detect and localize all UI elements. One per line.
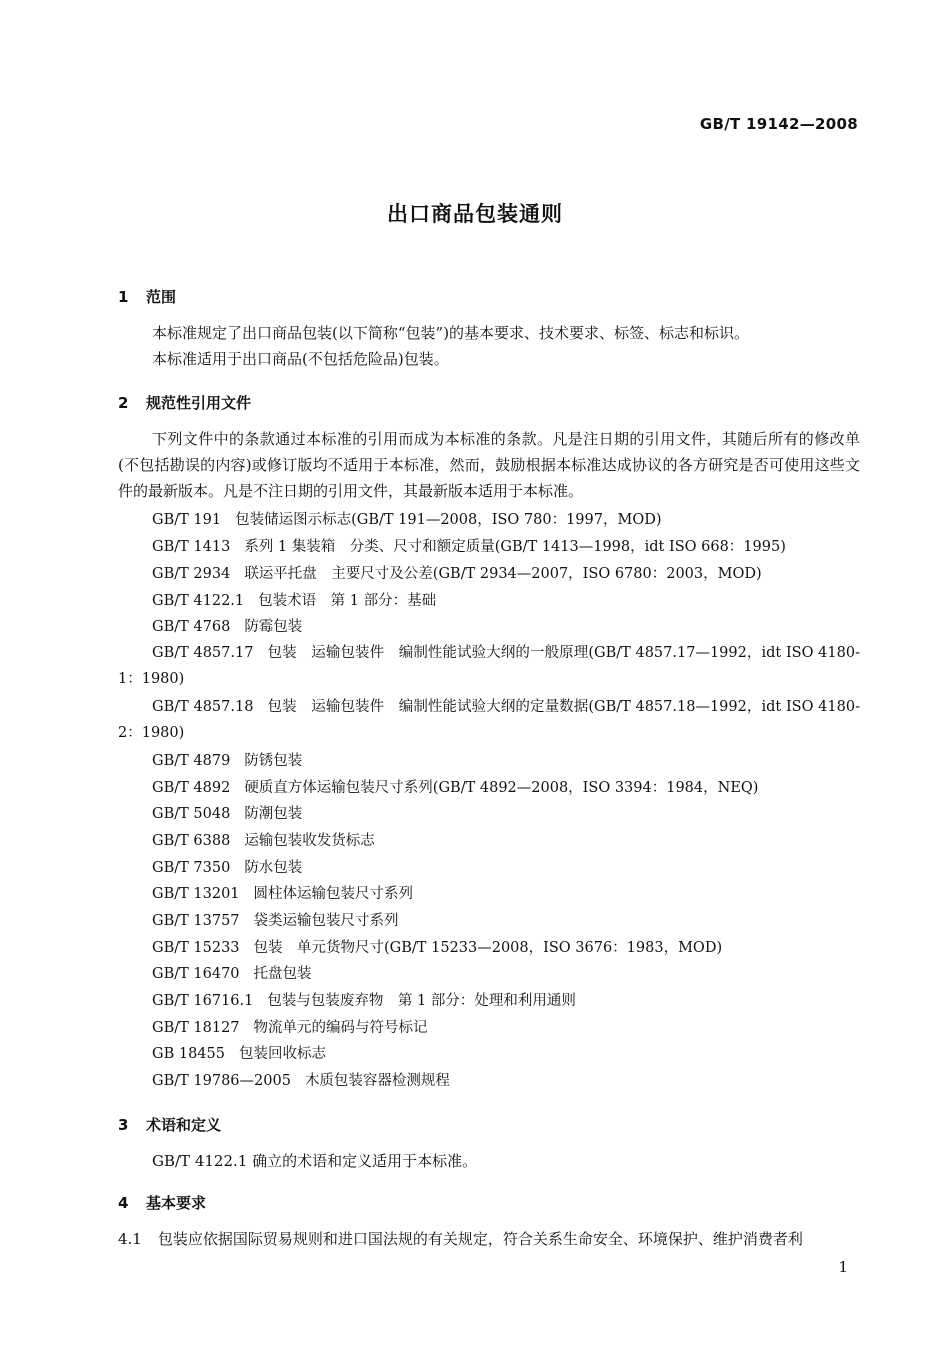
- reference-item: [152, 908, 399, 934]
- reference-code: GB/T 6388: [152, 833, 231, 849]
- reference-code: GB/T 16716.1: [152, 993, 254, 1009]
- paragraph: GB/T 4122.1 确立的术语和定义适用于本标准。: [152, 1152, 478, 1170]
- reference-item: [152, 775, 758, 801]
- section-1-heading: [118, 286, 176, 307]
- reference-title: 包装 运输包装件 编制性能试验大纲的定量数据(GB/T 4857.18—1992，idt ISO 4180-2：1980): [118, 699, 860, 741]
- reference-code: GB/T 4857.18: [152, 699, 254, 715]
- reference-title: 包装 运输包装件 编制性能试验大纲的一般原理(GB/T 4857.17—1992，idt ISO 4180-1：1980): [118, 645, 860, 687]
- reference-title: 包装储运图示标志(GB/T 191—2008，ISO 780：1997，MOD): [235, 512, 662, 528]
- reference-code: GB/T 4857.17: [152, 645, 254, 661]
- reference-code: GB/T 1413: [152, 539, 231, 555]
- reference-item: [152, 588, 436, 614]
- reference-title: 运输包装收发货标志: [244, 833, 375, 849]
- reference-code: GB/T 13757: [152, 913, 240, 929]
- section-2-heading: [118, 392, 251, 413]
- reference-item: [118, 640, 860, 692]
- page-number: 1: [838, 1258, 848, 1276]
- reference-code: GB/T 4122.1: [152, 593, 245, 609]
- reference-item: [152, 1015, 428, 1041]
- section-4-heading: [118, 1192, 206, 1213]
- reference-title: 物流单元的编码与符号标记: [253, 1020, 428, 1036]
- reference-title: 圆柱体运输包装尺寸系列: [253, 886, 414, 902]
- reference-code: GB/T 191: [152, 512, 222, 528]
- reference-code: GB/T 2934: [152, 566, 231, 582]
- reference-code: GB/T 7350: [152, 860, 231, 876]
- clause-4-1: [118, 1228, 860, 1249]
- reference-item: [152, 801, 302, 827]
- reference-title: 系列 1 集装箱 分类、尺寸和额定质量(GB/T 1413—1998，idt ISO 668：1995): [244, 539, 786, 555]
- section-number: 2: [118, 394, 129, 412]
- section-title: 规范性引用文件: [146, 394, 252, 412]
- clause-text: 包装应依据国际贸易规则和进口国法规的有关规定，符合关系生命安全、环境保护、维护消费者利: [157, 1230, 803, 1248]
- reference-item: [118, 694, 860, 746]
- reference-code: GB/T 19786—2005: [152, 1073, 291, 1089]
- reference-title: 托盘包装: [253, 966, 312, 982]
- reference-item: [152, 935, 722, 961]
- section-title: 基本要求: [146, 1194, 207, 1212]
- reference-item: [152, 855, 302, 881]
- paragraph: 本标准规定了出口商品包装(以下简称“包装”)的基本要求、技术要求、标签、标志和标识。: [152, 324, 750, 342]
- section-3-heading: [118, 1114, 221, 1135]
- reference-code: GB/T 4768: [152, 619, 231, 635]
- reference-code: GB/T 4879: [152, 753, 231, 769]
- document-title: 出口商品包装通则: [387, 202, 563, 226]
- paragraph: 本标准适用于出口商品(不包括危险品)包装。: [152, 350, 449, 368]
- reference-title: 袋类运输包装尺寸系列: [253, 913, 399, 929]
- reference-item: [152, 828, 375, 854]
- reference-code: GB/T 15233: [152, 940, 240, 956]
- section-title: 术语和定义: [146, 1116, 222, 1134]
- reference-code: GB/T 16470: [152, 966, 240, 982]
- reference-item: [152, 614, 302, 640]
- reference-title: 防潮包装: [244, 806, 303, 822]
- reference-code: GB/T 18127: [152, 1020, 240, 1036]
- reference-item: [152, 507, 661, 533]
- reference-item: [152, 1041, 326, 1067]
- clause-number: 4.1: [118, 1230, 142, 1248]
- reference-title: 包装与包装废弃物 第 1 部分：处理和利用通则: [267, 993, 576, 1009]
- reference-code: GB/T 13201: [152, 886, 240, 902]
- section-number: 1: [118, 288, 129, 306]
- section-number: 4: [118, 1194, 129, 1212]
- reference-title: 防水包装: [244, 860, 303, 876]
- section-2-intro: 下列文件中的条款通过本标准的引用而成为本标准的条款。凡是注日期的引用文件，其随后所有的修改单(不包括勘误的内容)或修订版均不适用于本标准，然而，鼓励根据本标准达成协议的各方研究是否可使用这些文件的最新版本。凡是不注日期的引用文件，其最新版本适用于本标准。: [118, 430, 860, 500]
- reference-item: [152, 988, 576, 1014]
- reference-item: [152, 961, 312, 987]
- reference-title: 木质包装容器检测规程: [304, 1073, 450, 1089]
- reference-code: GB/T 5048: [152, 806, 231, 822]
- section-number: 3: [118, 1116, 129, 1134]
- reference-item: [152, 881, 413, 907]
- reference-item: [152, 534, 786, 560]
- reference-title: 防锈包装: [244, 753, 303, 769]
- reference-code: GB/T 4892: [152, 780, 231, 796]
- reference-title: 包装回收标志: [238, 1046, 326, 1062]
- reference-title: 硬质直方体运输包装尺寸系列(GB/T 4892—2008，ISO 3394：1984，NEQ): [244, 780, 759, 796]
- reference-item: [152, 1068, 450, 1094]
- reference-title: 联运平托盘 主要尺寸及公差(GB/T 2934—2007，ISO 6780：2003，MOD): [244, 566, 762, 582]
- reference-item: [152, 748, 302, 774]
- reference-title: 包装 单元货物尺寸(GB/T 15233—2008，ISO 3676：1983，MOD): [253, 940, 723, 956]
- standard-number: GB/T 19142—2008: [699, 115, 858, 133]
- reference-title: 包装术语 第 1 部分：基础: [258, 593, 437, 609]
- reference-code: GB 18455: [152, 1046, 225, 1062]
- section-title: 范围: [146, 288, 177, 306]
- reference-item: [152, 561, 762, 587]
- reference-title: 防霉包装: [244, 619, 303, 635]
